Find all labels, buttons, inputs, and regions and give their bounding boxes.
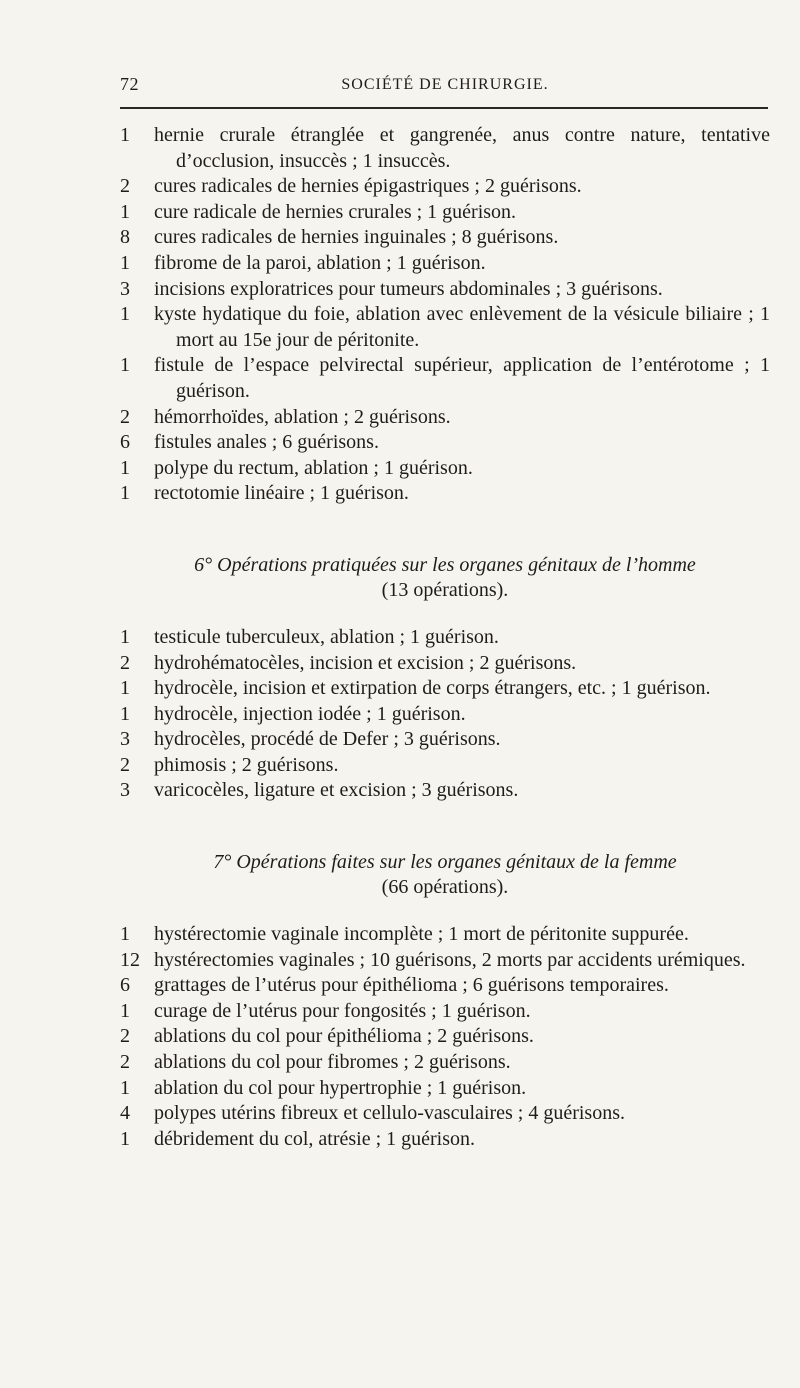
item-count: 1 bbox=[120, 482, 130, 505]
list-item bbox=[120, 174, 770, 200]
list-item bbox=[120, 123, 770, 174]
item-count: 1 bbox=[120, 354, 130, 377]
item-text: ablation du col pour hypertrophie ; 1 guérison. bbox=[154, 1076, 527, 1099]
item-text: cures radicales de hernies inguinales ; 8 guérisons. bbox=[154, 226, 559, 249]
entries-list-a bbox=[120, 123, 770, 507]
list-item bbox=[120, 1101, 770, 1127]
item-count: 4 bbox=[120, 1102, 130, 1125]
item-text: curage de l’utérus pour fongosités ; 1 guérison. bbox=[154, 999, 531, 1022]
item-count: 3 bbox=[120, 779, 130, 802]
list-item bbox=[120, 999, 770, 1025]
item-count: 1 bbox=[120, 1127, 130, 1150]
item-count: 12 bbox=[120, 948, 140, 971]
list-item bbox=[120, 778, 770, 804]
list-item bbox=[120, 430, 770, 456]
list-item bbox=[120, 353, 770, 404]
entries-list-c bbox=[120, 922, 770, 1152]
list-item bbox=[120, 225, 770, 251]
item-text: grattages de l’utérus pour épithélioma ; 6 guérisons temporaires. bbox=[154, 974, 669, 997]
item-text: cures radicales de hernies épigastriques ; 2 guérisons. bbox=[154, 175, 582, 198]
header-rule bbox=[120, 107, 768, 109]
list-item bbox=[120, 302, 770, 353]
item-text: fistules anales ; 6 guérisons. bbox=[154, 431, 379, 454]
item-text: hydrohématocèles, incision et excision ; 2 guérisons. bbox=[154, 651, 577, 674]
item-count: 1 bbox=[120, 923, 130, 946]
list-item bbox=[120, 277, 770, 303]
item-count: 1 bbox=[120, 625, 130, 648]
item-text: testicule tuberculeux, ablation ; 1 guérison. bbox=[154, 625, 499, 648]
item-count: 2 bbox=[120, 175, 130, 198]
item-count: 2 bbox=[120, 1025, 130, 1048]
list-item bbox=[120, 405, 770, 431]
item-text: fibrome de la paroi, ablation ; 1 guérison. bbox=[154, 251, 486, 274]
list-item bbox=[120, 1024, 770, 1050]
list-item bbox=[120, 973, 770, 999]
item-text: ablations du col pour épithélioma ; 2 guérisons. bbox=[154, 1025, 534, 1048]
list-item bbox=[120, 1076, 770, 1102]
item-text: incisions exploratrices pour tumeurs abdominales ; 3 guérisons. bbox=[154, 277, 663, 300]
item-text: rectotomie linéaire ; 1 guérison. bbox=[154, 482, 409, 505]
running-title: SOCIÉTÉ DE CHIRURGIE. bbox=[341, 76, 549, 93]
list-item bbox=[120, 727, 770, 753]
list-item bbox=[120, 481, 770, 507]
item-text: ablations du col pour fibromes ; 2 guérisons. bbox=[154, 1051, 511, 1074]
item-count: 3 bbox=[120, 277, 130, 300]
item-text: hystérectomies vaginales ; 10 guérisons, 2 morts par accidents urémiques. bbox=[154, 948, 746, 971]
item-count: 1 bbox=[120, 999, 130, 1022]
item-count: 2 bbox=[120, 651, 130, 674]
item-count: 2 bbox=[120, 1051, 130, 1074]
list-item bbox=[120, 753, 770, 779]
item-count: 6 bbox=[120, 431, 130, 454]
item-count: 6 bbox=[120, 974, 130, 997]
item-text: hydrocèle, incision et extirpation de corps étrangers, etc. ; 1 guérison. bbox=[154, 677, 711, 700]
entries-list-b bbox=[120, 625, 770, 804]
item-count: 1 bbox=[120, 200, 130, 223]
section-subtitle: (13 opérations). bbox=[381, 578, 509, 601]
item-text: fistule de l’espace pelvirectal supérieur, application de l’entérotome ; 1 guérison. bbox=[154, 354, 770, 402]
section-subtitle: (66 opérations). bbox=[381, 876, 509, 899]
item-count: 1 bbox=[120, 456, 130, 479]
item-count: 1 bbox=[120, 1076, 130, 1099]
item-text: hémorrhoïdes, ablation ; 2 guérisons. bbox=[154, 405, 451, 428]
item-text: varicocèles, ligature et excision ; 3 guérisons. bbox=[154, 779, 519, 802]
section-title: 7° Opérations faites sur les organes génitaux de la femme bbox=[213, 851, 677, 874]
item-text: polypes utérins fibreux et cellulo-vasculaires ; 4 guérisons. bbox=[154, 1102, 625, 1125]
item-text: kyste hydatique du foie, ablation avec enlèvement de la vésicule biliaire ; 1 mort au 15e jour de péritonite. bbox=[154, 303, 770, 351]
item-count: 2 bbox=[120, 753, 130, 776]
item-count: 3 bbox=[120, 728, 130, 751]
list-item bbox=[120, 625, 770, 651]
item-count: 8 bbox=[120, 226, 130, 249]
item-count: 1 bbox=[120, 124, 130, 146]
item-text: cure radicale de hernies crurales ; 1 guérison. bbox=[154, 200, 517, 223]
item-text: hernie crurale étranglée et gangrenée, anus contre nature, tentative d’occlusion, insuccès ; 1 insuccès. bbox=[154, 124, 770, 172]
item-text: hydrocèles, procédé de Defer ; 3 guérisons. bbox=[154, 728, 501, 751]
item-text: phimosis ; 2 guérisons. bbox=[154, 753, 339, 776]
body-text bbox=[120, 123, 770, 1152]
section-title: 6° Opérations pratiquées sur les organes génitaux de l’homme bbox=[194, 553, 696, 576]
item-count: 1 bbox=[120, 677, 130, 700]
list-item bbox=[120, 456, 770, 482]
list-item bbox=[120, 1127, 770, 1153]
list-item bbox=[120, 651, 770, 677]
page-number: 72 bbox=[120, 74, 139, 94]
item-count: 2 bbox=[120, 405, 130, 428]
list-item bbox=[120, 1050, 770, 1076]
item-text: hystérectomie vaginale incomplète ; 1 mort de péritonite suppurée. bbox=[154, 923, 689, 946]
section-heading-7 bbox=[120, 850, 770, 900]
item-count: 1 bbox=[120, 251, 130, 274]
list-item bbox=[120, 702, 770, 728]
section-heading-6 bbox=[120, 553, 770, 603]
list-item bbox=[120, 922, 770, 948]
item-text: hydrocèle, injection iodée ; 1 guérison. bbox=[154, 702, 466, 725]
list-item bbox=[120, 200, 770, 226]
item-text: débridement du col, atrésie ; 1 guérison. bbox=[154, 1127, 476, 1150]
list-item bbox=[120, 251, 770, 277]
item-text: polype du rectum, ablation ; 1 guérison. bbox=[154, 456, 473, 479]
list-item bbox=[120, 948, 770, 974]
item-count: 1 bbox=[120, 303, 130, 326]
item-count: 1 bbox=[120, 702, 130, 725]
list-item bbox=[120, 676, 770, 702]
